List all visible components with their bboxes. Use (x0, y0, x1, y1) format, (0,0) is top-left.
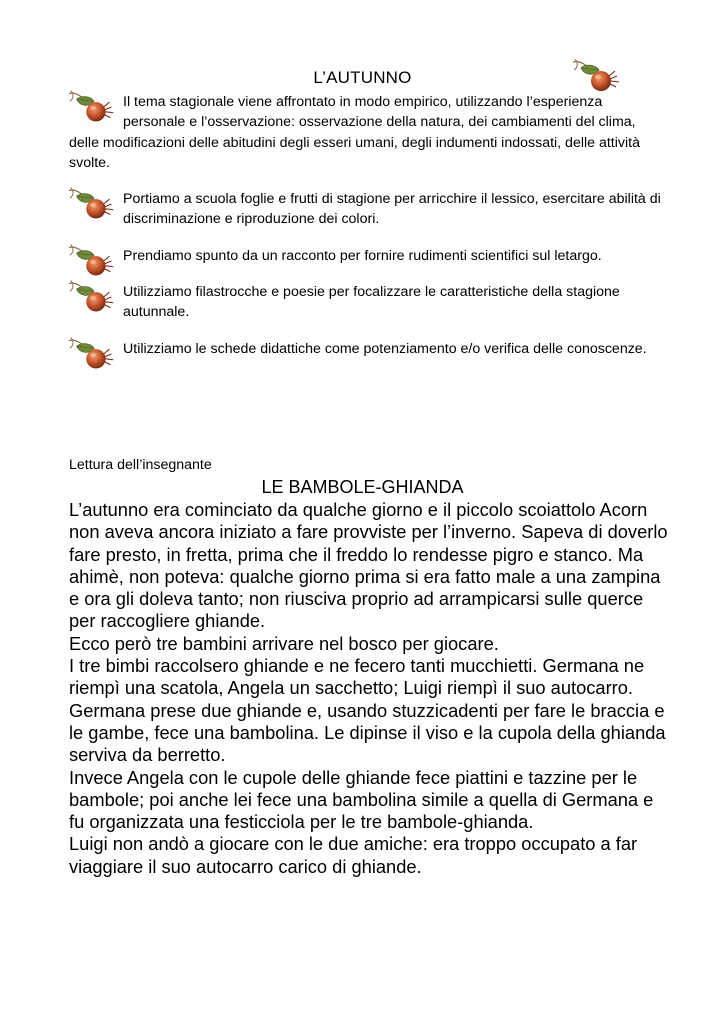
list-item (69, 282, 664, 323)
story-body (69, 499, 669, 878)
bullet-list (69, 92, 664, 375)
rosehip-leaf-icon (67, 334, 121, 374)
story-paragraph: Ecco però tre bambini arrivare nel bosco per giocare. (69, 632, 499, 654)
bullet-text: Il tema stagionale viene affrontato in modo empirico, utilizzando l’esperienza personale e l’osservazione: osservazione della natura, dei cambiamenti del clima, delle modificazioni delle abitudini degli esseri umani, degli indumenti indossati, delle attività svolte. (69, 94, 640, 171)
page-title: L’AUTUNNO (313, 68, 412, 87)
bullet-text: Utilizziamo le schede didattiche come potenziamento e/o verifica delle conoscenze. (123, 340, 647, 357)
story-paragraph: Germana prese due ghiande e, usando stuzzicadenti per fare le braccia e le gambe, fece una bambolina. Le dipinse il viso e la cupola della ghianda serviva da berretto. (69, 699, 666, 766)
story-paragraph: I tre bimbi raccolsero ghiande e ne fecero tanti mucchietti. Germana ne riempì una scatola, Angela un sacchetto; Luigi riempì il suo autocarro. (69, 655, 645, 699)
list-item (69, 189, 664, 230)
list-item (69, 339, 664, 359)
list-item (69, 246, 664, 266)
bullet-text: Prendiamo spunto da un racconto per fornire rudimenti scientifici sul letargo. (123, 247, 602, 264)
rosehip-leaf-icon (67, 277, 121, 317)
rosehip-leaf-icon (570, 56, 628, 96)
bullet-text: Portiamo a scuola foglie e frutti di stagione per arricchire il lessico, esercitare abilità di discriminazione e riproduzione dei colori. (123, 191, 661, 228)
list-item (69, 92, 664, 173)
story-title-text: LE BAMBOLE-GHIANDA (261, 477, 464, 497)
rosehip-leaf-icon (67, 241, 121, 281)
story-paragraph: L’autunno era cominciato da qualche giorno e il piccolo scoiattolo Acorn non aveva ancora iniziato a fare provviste per l’inverno. Sapeva di doverlo fare presto, in fretta, prima che il freddo lo rendesse pigro e stanco. Ma ahimè, non poteva: qualche giorno prima si era fatto male a una zampina e ora gli doleva tanto; non riusciva proprio ad arrampicarsi sulle querce per raccogliere ghiande. (69, 499, 668, 632)
story-paragraph: Invece Angela con le cupole delle ghiande fece piattini e tazzine per le bambole; poi anche lei fece una bambolina simile a quella di Germana e fu organizzata una festicciola per le tre bambole-ghianda. (69, 766, 654, 833)
rosehip-leaf-icon (67, 87, 121, 127)
story-title (0, 477, 725, 498)
reading-label: Lettura dell’insegnante (69, 457, 212, 473)
rosehip-leaf-icon (67, 184, 121, 224)
story-paragraph: Luigi non andò a giocare con le due amiche: era troppo occupato a far viaggiare il suo autocarro carico di ghiande. (69, 833, 638, 877)
bullet-text: Utilizziamo filastrocche e poesie per focalizzare le caratteristiche della stagione autunnale. (123, 284, 620, 321)
